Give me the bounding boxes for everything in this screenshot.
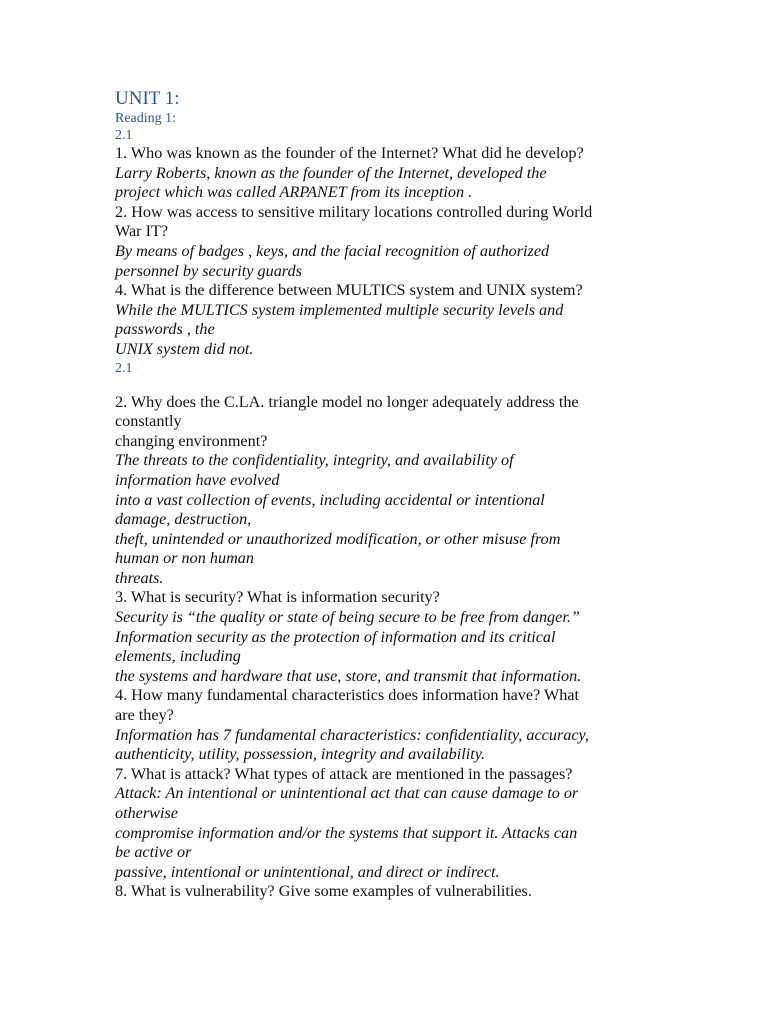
answer-line: passwords , the [115,320,215,339]
answer-line: be active or [115,843,192,862]
answer-line: into a vast collection of events, including accidental or intentional [115,490,545,509]
question-line: 3. What is security? What is information security? [115,588,440,607]
answer-line: By means of badges , keys, and the facial recognition of authorized [115,241,550,260]
paragraph-spacer [115,377,655,393]
qa-block-a [115,144,655,360]
answer-line: compromise information and/or the systems that support it. Attacks can [115,823,578,842]
question-line: changing environment? [115,431,268,450]
question-line: 1. Who was known as the founder of the Internet? What did he develop? [115,144,584,162]
answer-line: project which was called ARPANET from its inception . [115,183,473,202]
question-line: 2. How was access to sensitive military locations controlled during World [115,202,593,221]
question-line: War IT? [115,222,169,241]
answer-line: Security is “the quality or state of being secure to be free from danger.” [115,608,580,627]
answer-line: information have evolved [115,470,280,489]
answer-line: Information has 7 fundamental characteristics: confidentiality, accuracy, [115,725,589,744]
question-line: 4. What is the difference between MULTICS system and UNIX system? [115,281,583,300]
answer-line: the systems and hardware that use, store, and transmit that information. [115,666,582,685]
unit-title: UNIT 1: [115,88,180,109]
answer-line: Attack: An intentional or unintentional act that can cause damage to or [115,784,579,803]
answer-line: UNIX system did not. [115,339,254,358]
answer-line: personnel by security guards [115,261,302,280]
qa-block-b [115,393,655,902]
answer-line: The threats to the confidentiality, integrity, and availability of [115,451,514,470]
section-number-b: 2.1 [115,360,133,376]
question-line: 2. Why does the C.LA. triangle model no longer adequately address the [115,392,579,411]
answer-line: Information security as the protection of information and its critical [115,627,556,646]
answer-line: human or non human [115,549,254,568]
question-line: 8. What is vulnerability? Give some examples of vulnerabilities. [115,882,532,901]
answer-line: otherwise [115,804,178,822]
question-line: constantly [115,412,182,431]
document-page [115,88,655,902]
answer-line: theft, unintended or unauthorized modification, or other misuse from [115,529,561,548]
reading-title: Reading 1: [115,111,177,126]
answer-line: authenticity, utility, possession, integrity and availability. [115,745,486,764]
question-line: are they? [115,706,174,725]
answer-line: threats. [115,568,164,587]
answer-line: damage, destruction, [115,510,252,529]
answer-line: While the MULTICS system implemented multiple security levels and [115,300,564,319]
question-line: 4. How many fundamental characteristics does information have? What [115,686,580,705]
section-number-a: 2.1 [115,128,133,143]
answer-line: elements, including [115,647,241,666]
answer-line: Larry Roberts, known as the founder of the Internet, developed the [115,163,547,182]
answer-line: passive, intentional or unintentional, and direct or indirect. [115,862,500,881]
question-line: 7. What is attack? What types of attack are mentioned in the passages? [115,764,573,783]
